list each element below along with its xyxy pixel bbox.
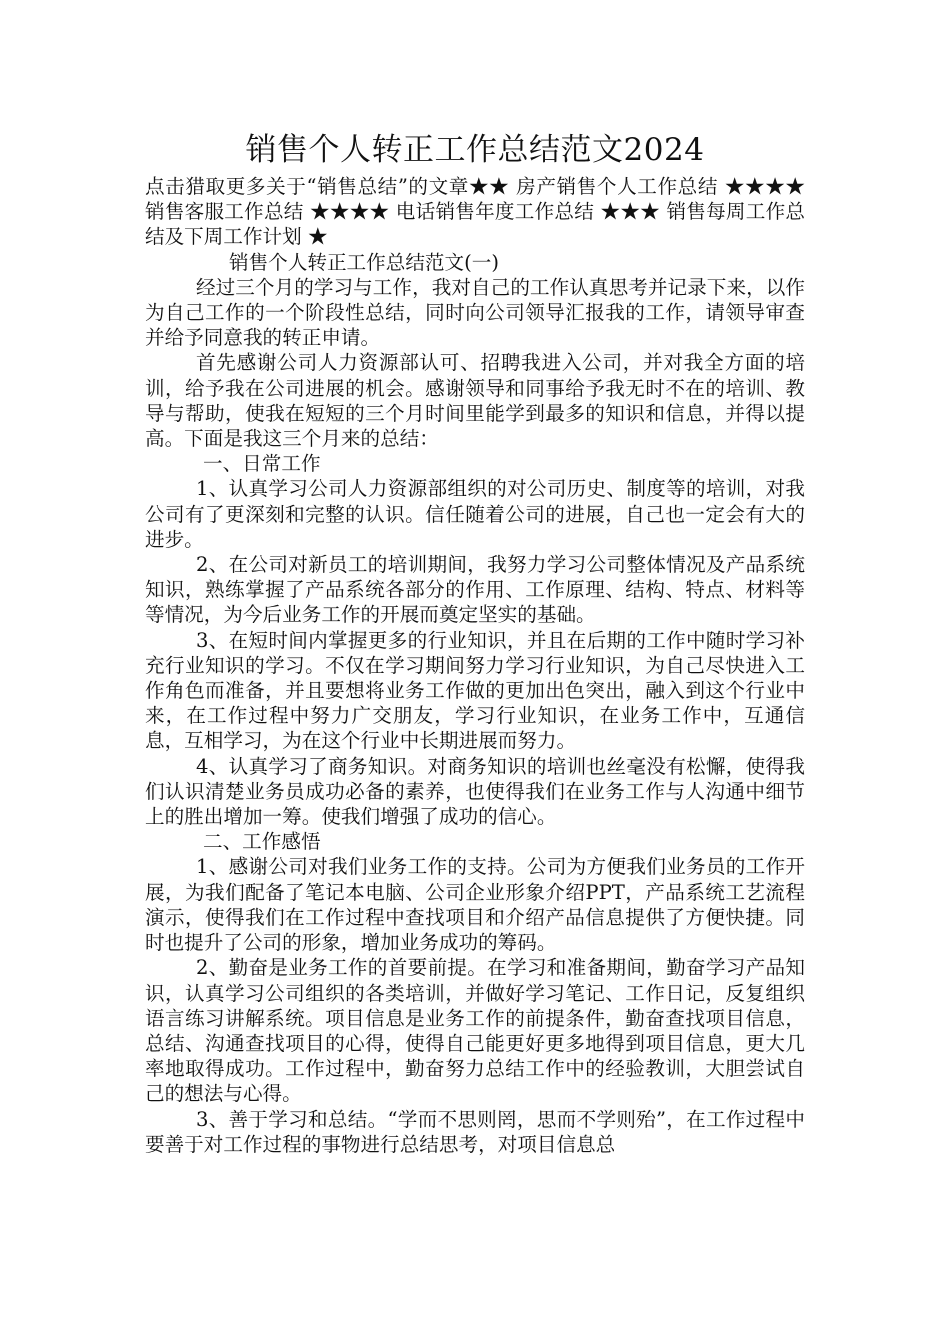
insights-item-2: 2、勤奋是业务工作的首要前提。在学习和准备期间，勤奋学习产品知识，认真学习公司组织的各类培训，并做好学习笔记、工作日记，反复组织语言练习讲解系统。项目信息是业务工作的前提条件，勤奋查找项目信息，总结、沟通查找项目的心得，使得自己能更好更多地得到项目信息，更大几率地取得成功。工作过程中，勤奋努力总结工作中的经验教训，大胆尝试自己的想法与心得。 [145,956,805,1106]
daily-work-item-4: 4、认真学习了商务知识。对商务知识的培训也丝毫没有松懈，使得我们认识清楚业务员成功必备的素养，也使得我们在业务工作与人沟通中细节上的胜出增加一筹。使我们增强了成功的信心。 [145,754,805,829]
related-articles-line[interactable]: 点击猎取更多关于“销售总结”的文章★★ 房产销售个人工作总结 ★★★★ 销售客服工作总结 ★★★★ 电话销售年度工作总结 ★★★ 销售每周工作总结及下周工作计划 ★ [145,175,805,249]
document-title: 销售个人转正工作总结范文2024 [245,132,705,168]
daily-work-item-1: 1、认真学习公司人力资源部组织的对公司历史、制度等的培训，对我公司有了更深刻和完整的认识。信任随着公司的进展，自己也一定会有大的进步。 [145,477,805,551]
document-page [145,130,805,1157]
intro-paragraph: 经过三个月的学习与工作，我对自己的工作认真思考并记录下来，以作为自己工作的一个阶段性总结，同时向公司领导汇报我的工作，请领导审查并给予同意我的转正申请。 [145,275,805,350]
daily-work-item-2: 2、在公司对新员工的培训期间，我努力学习公司整体情况及产品系统知识，熟练掌握了产品系统各部分的作用、工作原理、结构、特点、材料等等情况，为今后业务工作的开展而奠定坚实的基础。 [145,553,805,627]
heading-work-insights: 二、工作感悟 [203,830,321,854]
thanks-paragraph: 首先感谢公司人力资源部认可、招聘我进入公司，并对我全方面的培训，给予我在公司进展的机会。感谢领导和同事给予我无时不在的培训、教导与帮助，使我在短短的三个月时间里能学到最多的知识和信息，并得以提高。下面是我这三个月来的总结： [145,351,805,451]
insights-item-1: 1、感谢公司对我们业务工作的支持。公司为方便我们业务员的工作开展，为我们配备了笔记本电脑、公司企业形象介绍PPT，产品系统工艺流程演示，使得我们在工作过程中查找项目和介绍产品信息提供了方便快捷。同时也提升了公司的形象，增加业务成功的筹码。 [145,855,805,955]
daily-work-item-3: 3、在短时间内掌握更多的行业知识，并且在后期的工作中随时学习补充行业知识的学习。不仅在学习期间努力学习行业知识，为自己尽快进入工作角色而准备，并且要想将业务工作做的更加出色突出，融入到这个行业中来，在工作过程中努力广交朋友，学习行业知识，在业务工作中，互通信息，互相学习，为在这个行业中长期进展而努力。 [145,628,805,753]
insights-item-3: 3、善于学习和总结。“学而不思则罔，思而不学则殆”，在工作过程中要善于对工作过程的事物进行总结思考，对项目信息总 [145,1107,805,1156]
section-subtitle: 销售个人转正工作总结范文(一) [229,250,500,274]
heading-daily-work: 一、日常工作 [203,452,321,476]
